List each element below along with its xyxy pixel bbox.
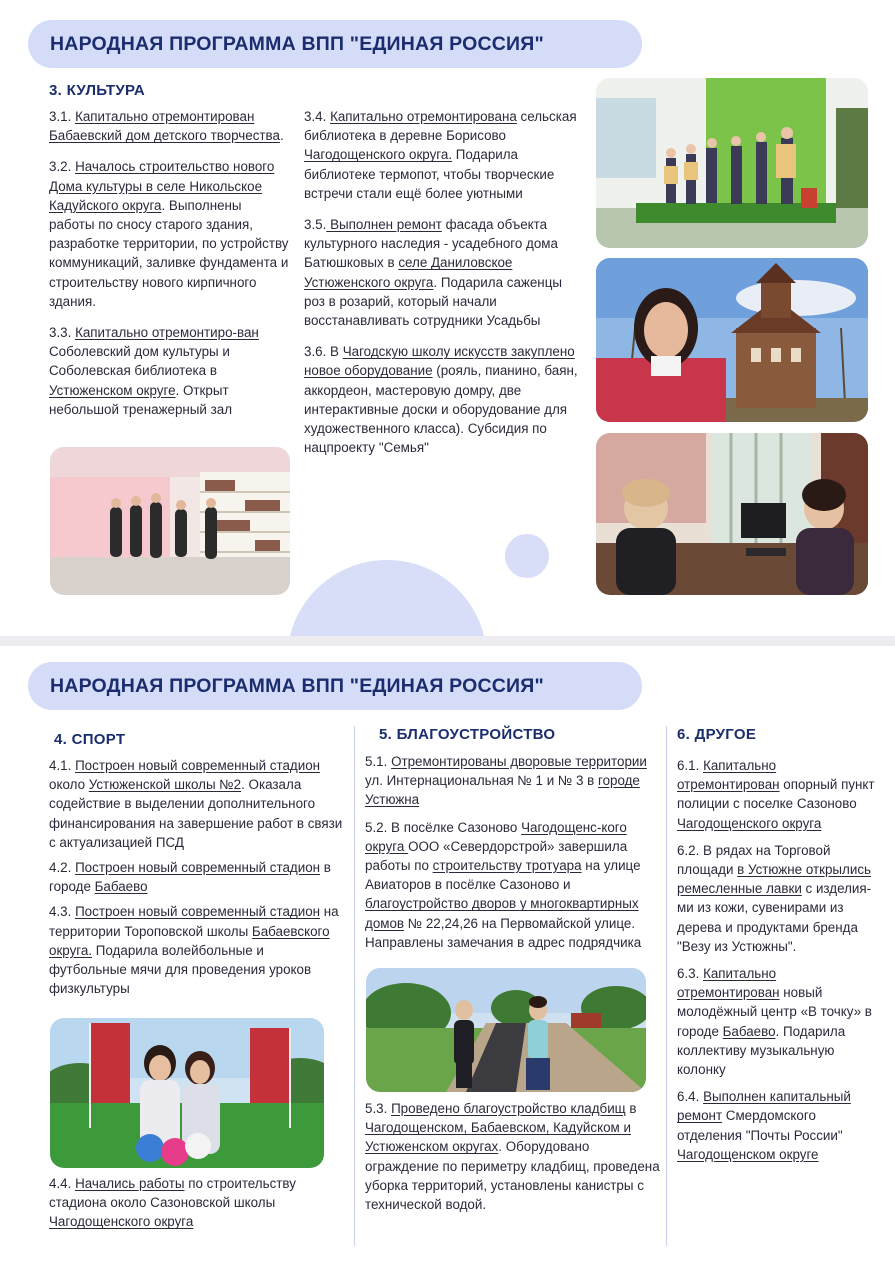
banner-title-2: НАРОДНАЯ ПРОГРАММА ВПП "ЕДИНАЯ РОССИЯ" — [50, 674, 544, 697]
culture-column-middle — [304, 107, 580, 457]
item-3-3: 3.3. Капитально отремонтиро-ван Соболевский дом культуры и Соболевская библиотека в Устюженском округе. Открыт небольшой тренажерный зал — [49, 325, 259, 417]
item-4-2: 4.2. Построен новый современный стадион в городе Бабаево — [49, 860, 331, 895]
column-divider-1 — [354, 726, 355, 1246]
item-4-1: 4.1. Построен новый современный стадион около Устюженской школы №2. Оказала содействие в выделении дополнительного финансирования на завершение работ в связи с актуализацией ПСД — [49, 758, 343, 850]
other-column — [677, 756, 877, 1164]
program-banner-2 — [28, 662, 642, 710]
section-title-culture: 3. КУЛЬТУРА — [49, 82, 146, 99]
banner-title: НАРОДНАЯ ПРОГРАММА ВПП "ЕДИНАЯ РОССИЯ" — [50, 32, 544, 55]
item-5-2: 5.2. В посёлке Сазоново Чагодощенс-кого округа ООО «Севердорстрой» завершила работы по строительству тротуара на улице Авиаторов в посёлке Сазоново и благоустройство дворов у многоквартирных домов № 22,24,26 на Первомайской улице. Направлены замечания в адрес подрядчика — [365, 819, 642, 950]
improvement-column — [365, 752, 661, 952]
section-title-other: 6. ДРУГОЕ — [677, 726, 757, 743]
sport-column — [49, 756, 345, 998]
item-3-6: 3.6. В Чагодскую школу искусств закуплено новое оборудование (рояль, пианино, баян, аккордеон, мастеровую домру, две интерактивные доски и оборудование для художественного класса). Субсидия по нацпроекту "Семья" — [304, 344, 578, 456]
section-title-improvement: 5. БЛАГОУСТРОЙСТВО — [379, 726, 556, 743]
item-3-2: 3.2. Началось строительство нового Дома культуры в селе Никольское Кадуйского округа. Выполнены работы по сносу старого здания, разработке территории, по устройству коммуникаций, заливке фундамента и строительству нового кирпичного здания. — [49, 159, 289, 309]
item-3-4: 3.4. Капитально отремонтирована сельская библиотека в деревне Борисово Чагодощенского округа. Подарила библиотеке термопот, чтобы творческие встречи стали ещё более уютными — [304, 109, 577, 201]
page-culture — [0, 0, 895, 636]
library-children-photo — [596, 78, 868, 248]
music-school-office-photo — [596, 433, 868, 595]
column-divider-2 — [666, 726, 667, 1246]
decorative-circle-large — [287, 560, 487, 636]
item-6-4: 6.4. Выполнен капитальный ремонт Смердомского отделения "Почты России" Чагодощенском округе — [677, 1089, 851, 1162]
item-5-3: 5.3. Проведено благоустройство кладбищ в Чагодощенском, Бабаевском, Кадуйском и Устюженском округах. Оборудовано ограждение по периметру кладбищ, проведена уборка территорий, установлены канистры с технической водой. — [365, 1101, 660, 1213]
item-6-3: 6.3. Капитально отремонтирован новый молодёжный центр «В точку» в городе Бабаево. Подарила коллективу музыкальную колонку — [677, 966, 872, 1078]
estate-selfie-photo — [596, 258, 868, 422]
improvement-column-bottom — [365, 1099, 661, 1214]
item-3-5: 3.5. Выполнен ремонт фасада объекта культурного наследия - усадебного дома Батюшковых в селе Даниловское Устюженского округа. Подарила саженцы роз в розарий, который начали восстанавливать сотрудники Усадьбы — [304, 217, 562, 329]
page-sport-improvement-other — [0, 646, 895, 1280]
library-interior-photo — [50, 447, 290, 595]
sport-column-bottom — [49, 1174, 345, 1232]
item-4-3: 4.3. Построен новый современный стадион на территории Тороповской школы Бабаевского округа. Подарила волейбольные и футбольные мячи для проведения уроков физкультуры — [49, 904, 339, 997]
culture-column-left — [49, 107, 289, 419]
program-banner — [28, 20, 642, 68]
section-title-sport: 4. СПОРТ — [54, 731, 126, 748]
stadium-balls-photo — [50, 1018, 324, 1168]
item-6-2: 6.2. В рядах на Торговой площади в Устюжне открылись ремесленные лавки с изделия-ми из кожи, сувенирами из дерева и продуктами бренда "Везу из Устюжны". — [677, 842, 872, 954]
item-5-1: 5.1. Отремонтированы дворовые территории ул. Интернациональная № 1 и № 3 в городе Устюжна — [365, 754, 647, 808]
decorative-circle-small — [505, 534, 549, 578]
item-6-1: 6.1. Капитально отремонтирован опорный пункт полиции с поселке Сазоново Чагодощенского округа — [677, 758, 875, 831]
sidewalk-construction-photo — [366, 968, 646, 1092]
item-3-1: 3.1. Капитально отремонтирован Бабаевский дом детского творчества. — [49, 109, 284, 144]
item-4-4: 4.4. Начались работы по строительству стадиона около Сазоновской школы Чагодощенского округа — [49, 1176, 296, 1230]
